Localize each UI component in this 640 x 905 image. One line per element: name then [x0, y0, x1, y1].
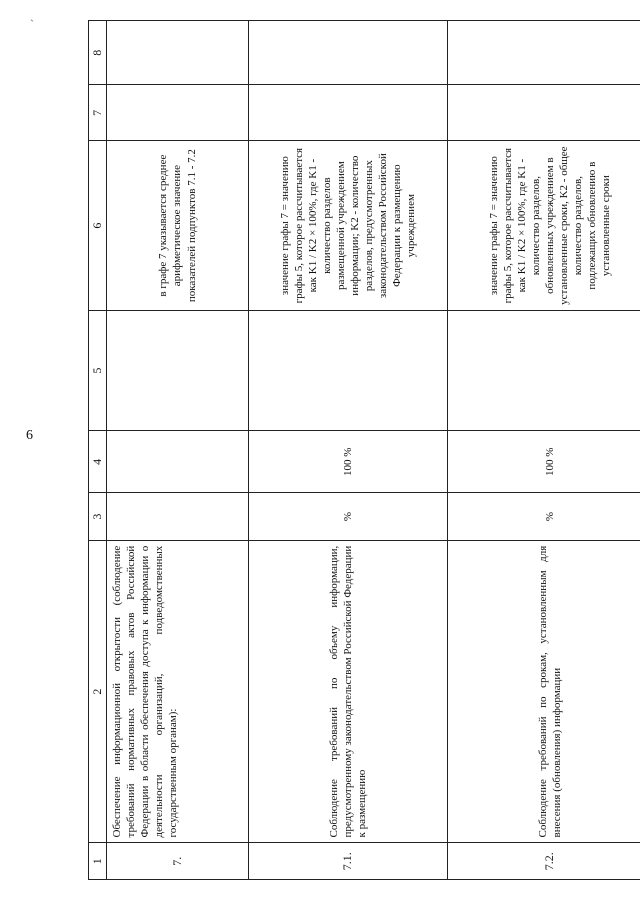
- target-value-cell: 100 %: [249, 431, 448, 493]
- unit-cell: [107, 493, 249, 540]
- row-number: 7.: [107, 843, 249, 880]
- row-number: 7.2.: [448, 843, 640, 880]
- col8-cell: [448, 21, 640, 85]
- row-number: 7.1.: [249, 843, 448, 880]
- col-header-4: 4: [89, 431, 107, 493]
- table-row: [107, 21, 249, 880]
- calculation-method: значение графы 7 = значению графы 5, которое рассчитывается как K1 / K2 × 100%, где K1 - количество разделов размещенной учреждением информации; K2 - количество разделов, предусмотренных законодательством Российской Федерации к размещению учреждением: [249, 141, 448, 311]
- table-row: [249, 21, 448, 880]
- criterion-name: Обеспечение информационной открытости (соблюдение требований нормативных правовых актов Российской Федерации в области обеспечения доступа к информации о деятельности организаций, подведомственных государственным органам):: [107, 540, 249, 843]
- col-header-1: 1: [89, 843, 107, 880]
- col7-cell: [107, 85, 249, 141]
- col7-cell: [249, 85, 448, 141]
- calculation-method: в графе 7 указывается среднее арифметическое значение показателей подпунктов 7.1 - 7.2: [107, 141, 249, 311]
- rotated-table-container: [88, 20, 628, 880]
- col-header-6: 6: [89, 141, 107, 311]
- actual-value-cell: [249, 310, 448, 430]
- col8-cell: [249, 21, 448, 85]
- col-header-3: 3: [89, 493, 107, 540]
- target-value-cell: [107, 431, 249, 493]
- col-header-8: 8: [89, 21, 107, 85]
- col7-cell: [448, 85, 640, 141]
- col-header-5: 5: [89, 310, 107, 430]
- page-number: 6: [26, 428, 33, 443]
- scan-mark: ˏ: [30, 8, 34, 22]
- table-row: [448, 21, 640, 880]
- criteria-table: [88, 20, 640, 880]
- col8-cell: [107, 21, 249, 85]
- col-header-7: 7: [89, 85, 107, 141]
- unit-cell: %: [249, 493, 448, 540]
- target-value-cell: 100 %: [448, 431, 640, 493]
- criterion-name: Соблюдение требований по объему информации, предусмотренному законодательством Российской Федерации к размещению: [249, 540, 448, 843]
- header-row: [89, 21, 107, 880]
- col-header-2: 2: [89, 540, 107, 843]
- criterion-name: Соблюдение требований по срокам, установленным для внесения (обновления) информации: [448, 540, 640, 843]
- calculation-method: значение графы 7 = значению графы 5, которое рассчитывается как K1 / K2 × 100%, где K1 - количество разделов, обновленных учреждением в установленные сроки, K2 - общее количество разделов, подлежащих обновлению в установленные сроки: [448, 141, 640, 311]
- actual-value-cell: [107, 310, 249, 430]
- actual-value-cell: [448, 310, 640, 430]
- unit-cell: %: [448, 493, 640, 540]
